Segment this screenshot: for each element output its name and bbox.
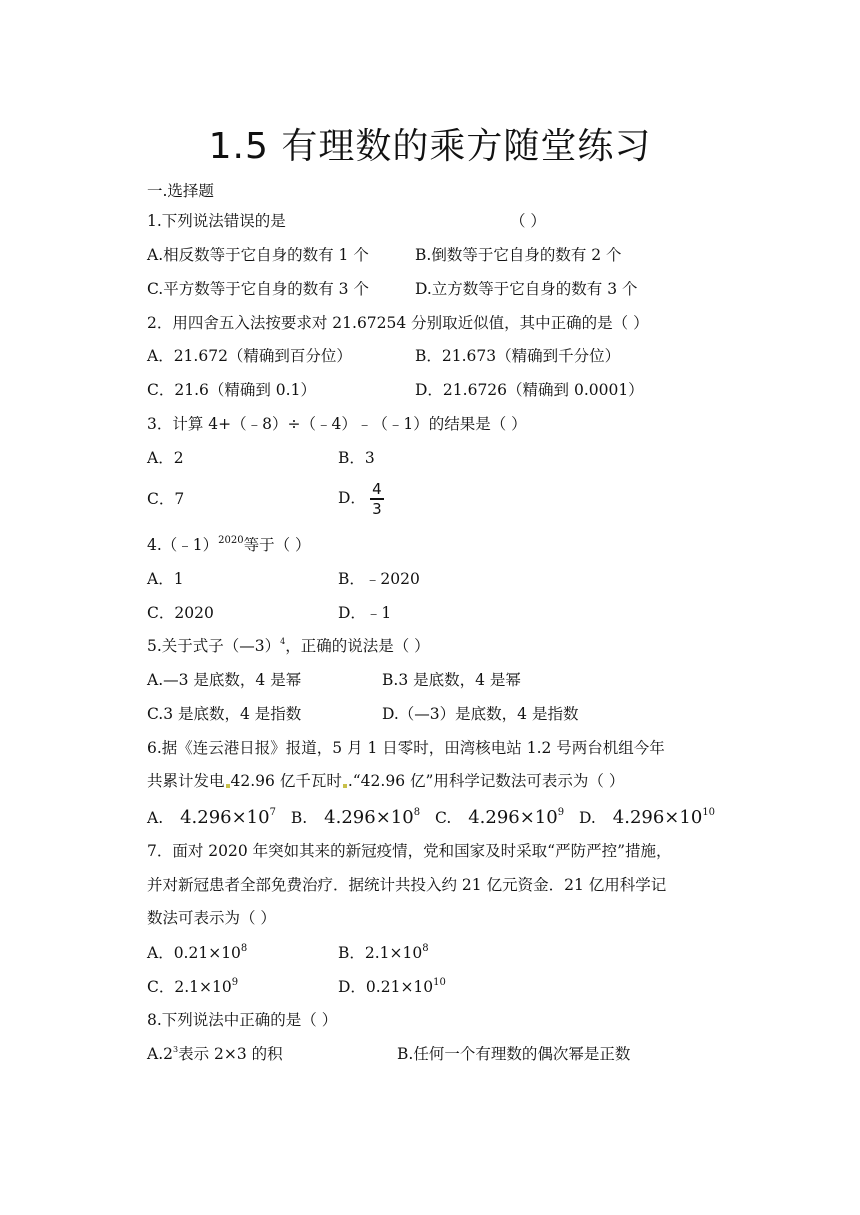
question-6-option-c-label: C. — [435, 809, 452, 827]
question-2-stem: 2．用四舍五入法按要求对 21.67254 分别取近似值，其中正确的是（ ） — [147, 314, 649, 332]
highlight-marker — [226, 784, 230, 788]
sci-base: 4.296×10 — [324, 807, 414, 828]
question-5-option-d: D.（—3）是底数，4 是指数 — [382, 705, 579, 723]
question-2-option-b: B．21.673（精确到千分位） — [415, 347, 621, 365]
sci-exponent: 10 — [702, 807, 716, 818]
question-3-stem: 3．计算 4+（﹣8）÷（﹣4）﹣（﹣1）的结果是（ ） — [147, 415, 527, 433]
question-1-paren: （ ） — [510, 212, 546, 230]
sci-exponent: 7 — [269, 807, 276, 818]
page-title: 1.5 有理数的乘方随堂练习 — [208, 126, 652, 167]
question-4-exponent: 2020 — [218, 535, 244, 546]
question-7-line-1: 7．面对 2020 年突如其来的新冠疫情，党和国家及时采取“严防严控”措施， — [147, 842, 672, 860]
question-8-option-b: B.任何一个有理数的偶次幂是正数 — [397, 1045, 631, 1063]
question-6-options — [147, 805, 715, 831]
sci-exponent: 8 — [240, 943, 248, 954]
question-6-option-c-value — [468, 807, 564, 828]
question-7-option-a — [147, 942, 247, 964]
question-5-stem-base: 5.关于式子（—3） — [147, 637, 281, 655]
question-6-line-2 — [147, 770, 624, 792]
question-6-option-b-label: B. — [290, 809, 308, 827]
question-1-option-a: A.相反数等于它自身的数有 1 个 — [147, 246, 369, 264]
question-8-option-a — [147, 1043, 283, 1065]
sci-base: 4.296×10 — [612, 807, 703, 828]
sci-exponent: 10 — [433, 977, 446, 988]
question-3-option-b: B．3 — [338, 449, 375, 467]
question-6-line-1: 6.据《连云港日报》报道，5 月 1 日零时，田湾核电站 1.2 号两台机组今年 — [147, 739, 665, 757]
question-4-stem-base: 4.（﹣1） — [147, 536, 219, 554]
question-5-option-b: B.3 是底数，4 是幂 — [382, 671, 521, 689]
question-6-line-2-part-c: .“42.96 亿”用科学记数法可表示为（ ） — [347, 772, 625, 790]
fraction-four-thirds — [370, 481, 384, 517]
question-5-option-a: A.—3 是底数，4 是幂 — [147, 671, 302, 689]
question-2-option-a: A．21.672（精确到百分位） — [147, 347, 352, 365]
question-1-option-d: D.立方数等于它自身的数有 3 个 — [415, 280, 638, 298]
question-8-option-a-base: A.2 — [147, 1045, 173, 1063]
question-3-option-c: C．7 — [147, 490, 185, 508]
question-4-stem-tail: 等于（ ） — [243, 536, 311, 554]
question-3-option-d — [338, 478, 384, 518]
question-6-option-d-value — [613, 807, 715, 828]
question-4-option-c: C．2020 — [147, 604, 214, 622]
question-8-stem: 8.下列说法中正确的是（ ） — [147, 1011, 338, 1029]
question-6-line-2-part-b: 42.96 亿千瓦时 — [230, 772, 342, 790]
sci-exponent: 8 — [413, 807, 421, 818]
sci-base: A．0.21×10 — [147, 944, 241, 962]
question-8-option-a-exponent: 3 — [172, 1045, 179, 1054]
sci-exponent: 9 — [231, 977, 239, 988]
sci-base: B．2.1×10 — [338, 944, 423, 962]
question-5-exponent: 4 — [280, 637, 286, 646]
question-4-option-b: B．﹣2020 — [338, 570, 420, 588]
question-6-option-b-value — [324, 807, 420, 828]
section-heading: 一.选择题 — [147, 182, 214, 200]
question-5-stem-tail: ，正确的说法是（ ） — [285, 637, 430, 655]
question-6-line-2-part-a: 共累计发电 — [147, 772, 225, 790]
question-4-option-a: A．1 — [147, 570, 184, 588]
question-5-stem — [147, 635, 430, 657]
question-3-option-a: A．2 — [147, 449, 184, 467]
question-7-option-c — [147, 976, 238, 998]
fraction-denominator: 3 — [372, 499, 382, 518]
question-7-line-2: 并对新冠患者全部免费治疗．据统计共投入约 21 亿元资金．21 亿用科学记 — [147, 876, 667, 894]
sci-exponent: 8 — [422, 943, 429, 954]
question-1-option-b: B.倒数等于它自身的数有 2 个 — [415, 246, 622, 264]
question-3-option-d-label: D． — [338, 489, 366, 507]
question-4-stem — [147, 534, 311, 556]
question-2-option-c: C．21.6（精确到 0.1） — [147, 381, 316, 399]
question-4-option-d: D．﹣1 — [338, 604, 392, 622]
sci-base: D．0.21×10 — [338, 978, 434, 996]
highlight-marker — [343, 784, 347, 788]
sci-exponent: 9 — [557, 807, 565, 818]
question-7-line-3: 数法可表示为（ ） — [147, 909, 276, 927]
question-2-option-d: D．21.6726（精确到 0.0001） — [415, 381, 644, 399]
fraction-numerator: 4 — [372, 480, 382, 499]
question-8-option-a-tail: 表示 2×3 的积 — [178, 1045, 283, 1063]
sci-base: 4.296×10 — [468, 807, 558, 828]
question-6-option-d-label: D. — [579, 809, 596, 827]
sci-base: 4.296×10 — [180, 807, 270, 828]
question-1-stem: 1.下列说法错误的是 — [147, 212, 286, 230]
question-5-option-c: C.3 是底数，4 是指数 — [147, 705, 302, 723]
question-7-option-d — [338, 976, 446, 998]
question-6-option-a-value — [180, 807, 276, 828]
sci-base: C．2.1×10 — [147, 978, 232, 996]
question-1-option-c: C.平方数等于它自身的数有 3 个 — [147, 280, 369, 298]
question-6-option-a-label: A. — [147, 809, 164, 827]
question-7-option-b — [338, 942, 429, 964]
